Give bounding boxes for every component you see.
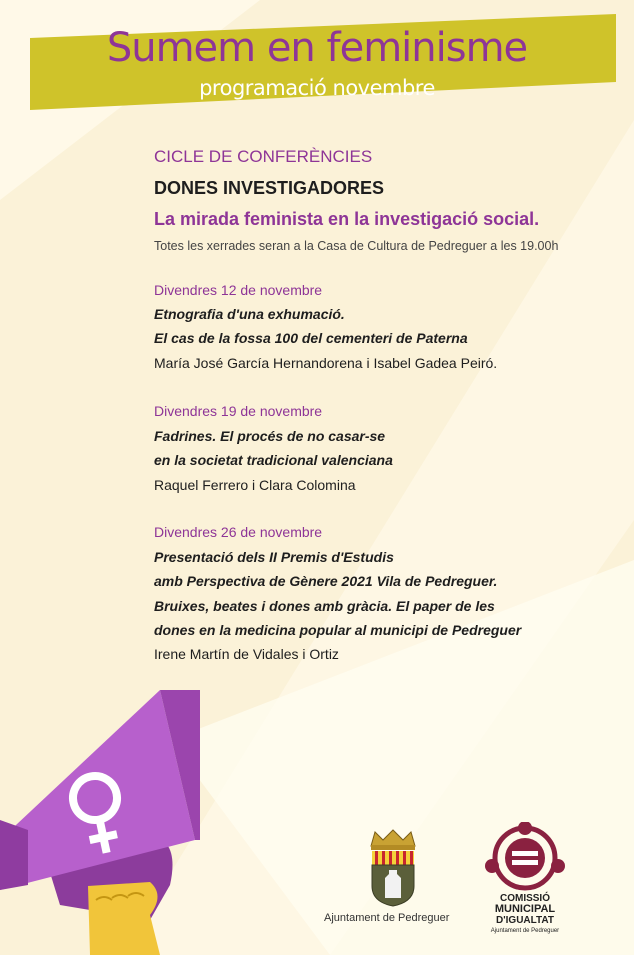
- event-date: Divendres 19 de novembre: [154, 403, 323, 419]
- event-speakers: Irene Martín de Vidales i Ortiz: [154, 646, 339, 662]
- commission-label-2: MUNICIPAL: [494, 903, 556, 915]
- event-title-line: dones en la medicina popular al municipi de Pedreguer: [154, 622, 522, 638]
- poster-subtitle: programació novembre: [199, 76, 435, 100]
- commission-label-4: Ajuntament de Pedreguer: [490, 928, 560, 934]
- commission-label-1: COMISSIÓ: [499, 893, 550, 904]
- cycle-label: CICLE DE CONFERÈNCIES: [154, 147, 373, 166]
- megaphone-illustration: [0, 690, 200, 955]
- venue-note: Totes les xerrades seran a la Casa de Cultura de Pedreguer a les 19.00h: [154, 239, 559, 253]
- ajuntament-label: Ajuntament de Pedreguer: [324, 912, 450, 924]
- event-title-line: Etnografia d'una exhumació.: [154, 306, 345, 322]
- event-title-line: Presentació dels II Premis d'Estudis: [154, 549, 394, 565]
- event-title-line: Fadrines. El procés de no casar-se: [154, 428, 386, 444]
- series-title: DONES INVESTIGADORES: [154, 178, 385, 198]
- poster-title: Sumem en feminisme: [106, 25, 528, 71]
- event-title-line: Bruixes, beates i dones amb gràcia. El paper de les: [154, 598, 495, 614]
- event-date: Divendres 26 de novembre: [154, 524, 323, 540]
- event-title-line: amb Perspectiva de Gènere 2021 Vila de Pedreguer.: [154, 573, 498, 589]
- event-speakers: Raquel Ferrero i Clara Colomina: [154, 477, 356, 493]
- event-speakers: María José García Hernandorena i Isabel Gadea Peiró.: [154, 355, 498, 371]
- event-title-line: en la societat tradicional valenciana: [154, 452, 393, 468]
- cycle-subtitle: La mirada feminista en la investigació social.: [154, 209, 540, 229]
- coat-of-arms-logo: [363, 828, 423, 908]
- event-title-line: El cas de la fossa 100 del cementeri de Paterna: [154, 330, 468, 346]
- commission-label-3: D'IGUALTAT: [496, 915, 554, 926]
- equality-commission-logo: [482, 822, 568, 894]
- event-date: Divendres 12 de novembre: [154, 282, 323, 298]
